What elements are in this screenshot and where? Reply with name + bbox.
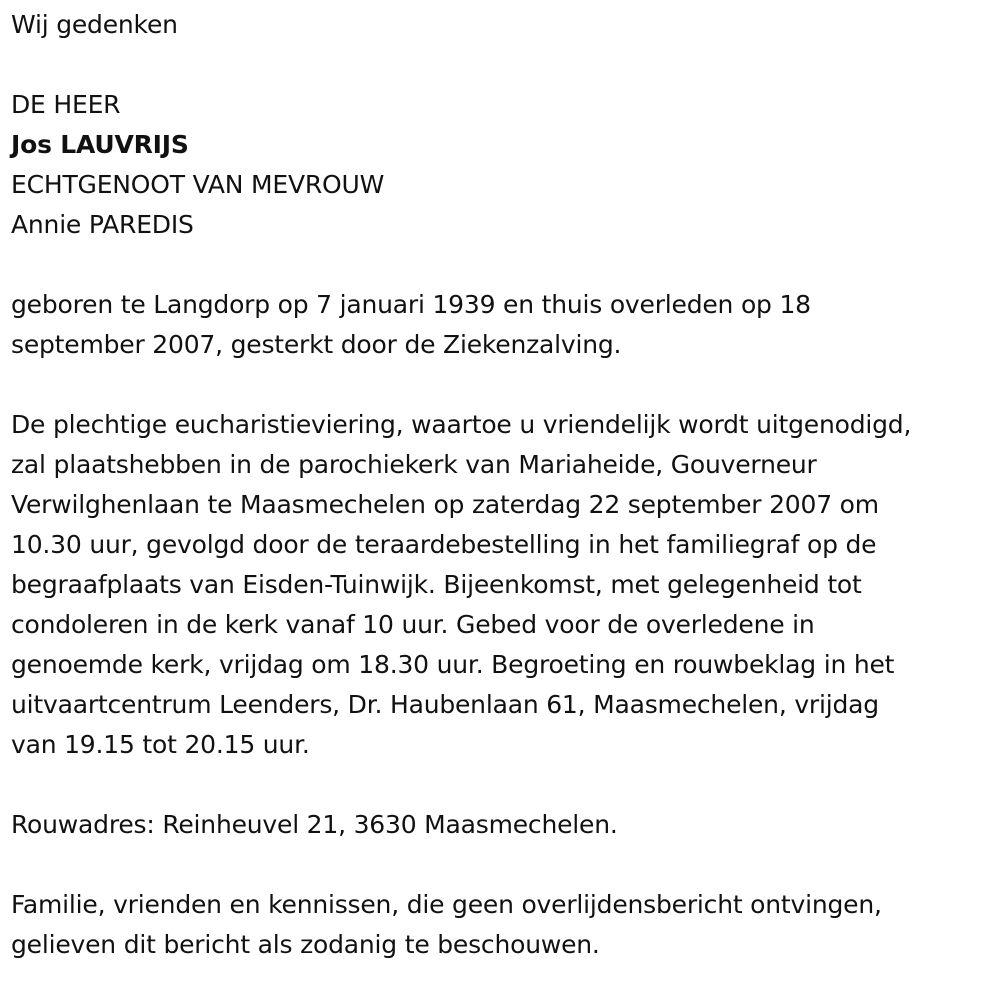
deceased-name: Jos LAUVRIJS bbox=[11, 130, 189, 159]
paragraph-line: Familie, vrienden en kennissen, die geen overlijdensbericht ontvingen, bbox=[11, 890, 882, 919]
paragraph-line: De plechtige eucharistieviering, waartoe u vriendelijk wordt uitgenodigd, bbox=[11, 410, 912, 439]
deceased-block bbox=[11, 85, 996, 245]
deceased-title: DE HEER bbox=[11, 90, 121, 119]
spouse-name: Annie PAREDIS bbox=[11, 210, 194, 239]
paragraph-line: van 19.15 tot 20.15 uur. bbox=[11, 730, 310, 759]
spacer bbox=[11, 365, 996, 405]
spacer bbox=[11, 845, 996, 885]
spacer bbox=[11, 45, 996, 85]
paragraph-line: gelieven dit bericht als zodanig te beschouwen. bbox=[11, 930, 600, 959]
paragraph-line: geboren te Langdorp op 7 januari 1939 en thuis overleden op 18 bbox=[11, 290, 811, 319]
paragraph-line: begraafplaats van Eisden-Tuinwijk. Bijeenkomst, met gelegenheid tot bbox=[11, 570, 862, 599]
paragraph-line: uitvaartcentrum Leenders, Dr. Haubenlaan 61, Maasmechelen, vrijdag bbox=[11, 690, 879, 719]
obituary-document bbox=[11, 5, 996, 965]
birth-death-paragraph bbox=[11, 285, 996, 365]
mourning-address: Rouwadres: Reinheuvel 21, 3630 Maasmechelen. bbox=[11, 810, 618, 839]
heading: Wij gedenken bbox=[11, 10, 178, 39]
closing-paragraph bbox=[11, 885, 996, 965]
paragraph-line: condoleren in de kerk vanaf 10 uur. Gebed voor de overledene in bbox=[11, 610, 815, 639]
paragraph-line: genoemde kerk, vrijdag om 18.30 uur. Begroeting en rouwbeklag in het bbox=[11, 650, 895, 679]
spacer bbox=[11, 245, 996, 285]
paragraph-line: september 2007, gesterkt door de Ziekenzalving. bbox=[11, 330, 622, 359]
paragraph-line: zal plaatshebben in de parochiekerk van Mariaheide, Gouverneur bbox=[11, 450, 817, 479]
paragraph-line: 10.30 uur, gevolgd door de teraardebestelling in het familiegraf op de bbox=[11, 530, 877, 559]
paragraph-line: Verwilghenlaan te Maasmechelen op zaterdag 22 september 2007 om bbox=[11, 490, 879, 519]
relation-label: ECHTGENOOT VAN MEVROUW bbox=[11, 170, 385, 199]
spacer bbox=[11, 765, 996, 805]
ceremony-paragraph bbox=[11, 405, 996, 765]
